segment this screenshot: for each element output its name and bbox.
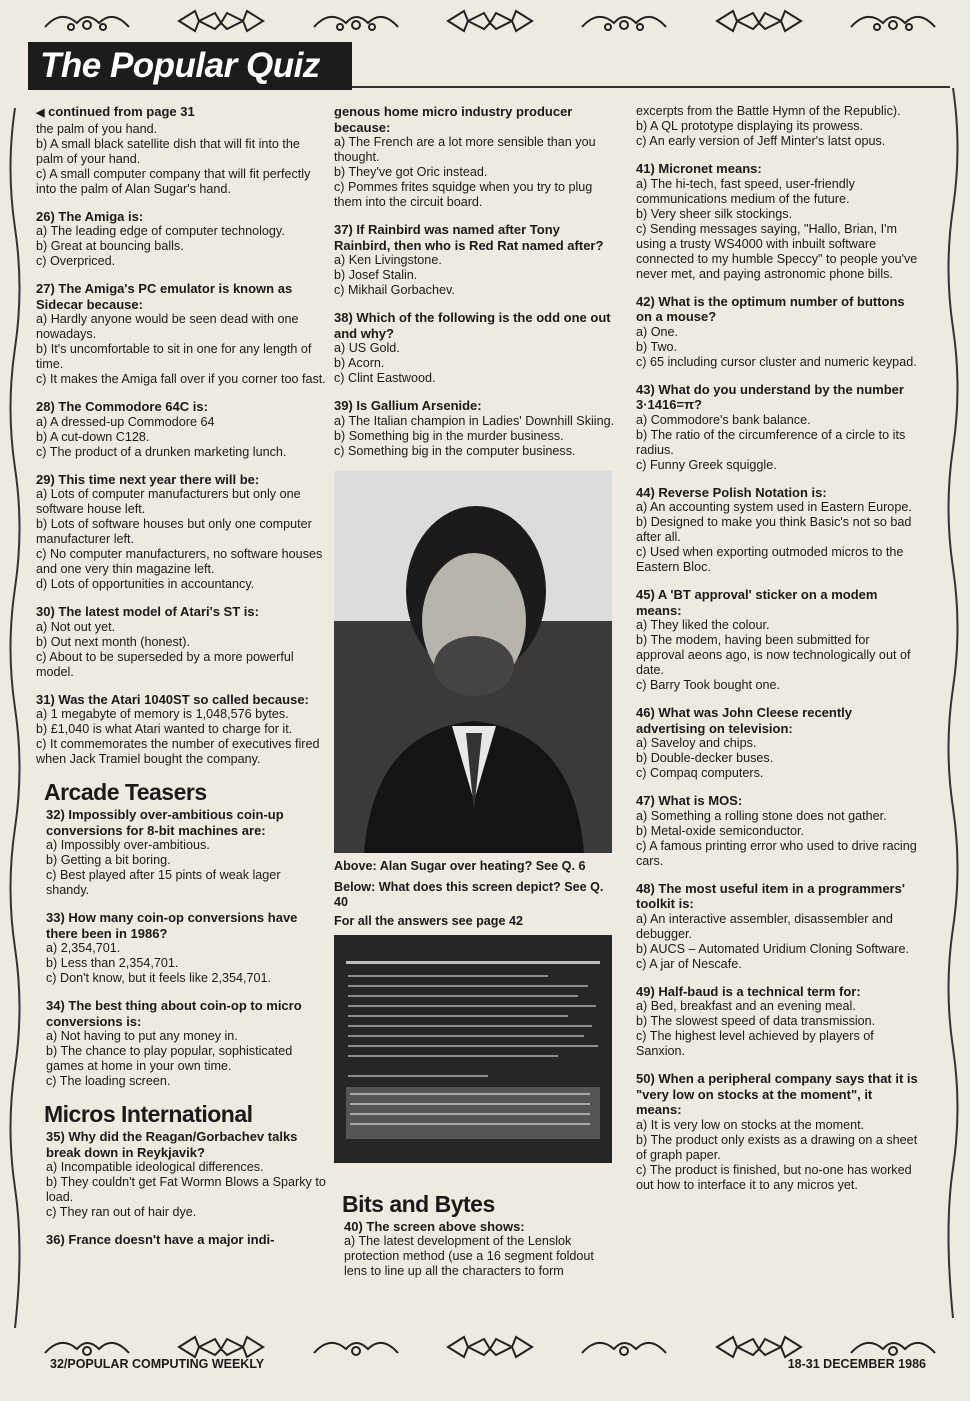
answer-option: b) A small black satellite dish that will fit into the palm of your hand. bbox=[36, 136, 300, 166]
answer-option: the palm of you hand. bbox=[36, 121, 158, 136]
question-text: 26) The Amiga is: bbox=[36, 208, 144, 224]
answer-option: b) It's uncomfortable to sit in one for any length of time. bbox=[36, 342, 312, 371]
continued-note: ◀ continued from page 31 bbox=[36, 104, 195, 119]
quiz-question bbox=[636, 294, 920, 370]
answer-option: a) An interactive assembler, disassembler and debugger. bbox=[636, 911, 893, 941]
answer-option: a) 2,354,701. bbox=[46, 941, 121, 955]
answer-option: a) Ken Livingstone. bbox=[334, 253, 442, 267]
answer-option: b) The modem, having been submitted for approval aeons ago, is now technologically out of date. bbox=[636, 633, 911, 677]
quiz-question bbox=[36, 122, 326, 197]
quiz-question bbox=[36, 472, 326, 593]
answer-option: c) 65 including cursor cluster and numeric keypad. bbox=[636, 354, 917, 369]
page-title-banner bbox=[28, 42, 352, 90]
answer-option: c) Overpriced. bbox=[36, 254, 116, 268]
portrait-image bbox=[334, 471, 612, 853]
answer-option: b) Very sheer silk stockings. bbox=[636, 206, 793, 221]
answer-option: c) Clint Eastwood. bbox=[334, 371, 436, 385]
question-text: 29) This time next year there will be: bbox=[36, 471, 260, 487]
quiz-question bbox=[636, 1071, 920, 1193]
section-heading-micros: Micros International bbox=[44, 1101, 253, 1127]
answer-option: a) Bed, breakfast and an evening meal. bbox=[636, 999, 856, 1013]
answer-option: d) Lots of opportunities in accountancy. bbox=[36, 577, 255, 591]
answer-option: a) US Gold. bbox=[334, 341, 400, 355]
question-text: 41) Micronet means: bbox=[636, 161, 762, 176]
answer-option: a) An accounting system used in Eastern Europe. bbox=[636, 500, 912, 514]
answer-option: a) The Italian champion in Ladies' Downhill Skiing. bbox=[334, 413, 615, 428]
answer-option: a) Impossibly over-ambitious. bbox=[46, 838, 210, 852]
answer-option: c) A jar of Nescafe. bbox=[636, 956, 742, 971]
question-text: 42) What is the optimum number of buttons on a mouse? bbox=[636, 293, 905, 324]
column-right bbox=[636, 104, 920, 1205]
answer-option: c) The highest level achieved by players of Sanxion. bbox=[636, 1029, 874, 1058]
answer-option: b) Lots of software houses but only one computer manufacturer left. bbox=[36, 517, 312, 546]
photo-alan-sugar bbox=[334, 471, 612, 853]
answer-option: c) It makes the Amiga fall over if you corner too fast. bbox=[36, 372, 326, 386]
answer-option: excerpts from the Battle Hymn of the Republic). bbox=[636, 104, 901, 118]
answer-option: c) The loading screen. bbox=[46, 1074, 171, 1088]
section-heading-arcade: Arcade Teasers bbox=[44, 779, 207, 805]
holly-ornament-icon bbox=[175, 7, 267, 35]
question-text: 39) Is Gallium Arsenide: bbox=[334, 398, 482, 413]
holly-ornament-icon bbox=[444, 1333, 536, 1361]
quiz-question bbox=[636, 705, 920, 781]
answer-option: c) No computer manufacturers, no software houses and one very thin magazine left. bbox=[36, 547, 323, 576]
quiz-question bbox=[636, 104, 920, 149]
quiz-question bbox=[636, 881, 920, 972]
answer-option: b) Great at bouncing balls. bbox=[36, 239, 184, 253]
answer-option: a) Hardly anyone would be seen dead with one nowadays. bbox=[36, 312, 299, 341]
answer-option: b) £1,040 is what Atari wanted to charge for it. bbox=[36, 722, 293, 736]
section-heading-bits: Bits and Bytes bbox=[342, 1190, 495, 1217]
answer-option: c) An early version of Jeff Minter's latst opus. bbox=[636, 134, 886, 148]
question-text: 32) Impossibly over-ambitious coin-up conversions for 8-bit machines are: bbox=[46, 807, 284, 838]
answer-option: a) A dressed-up Commodore 64 bbox=[36, 414, 215, 429]
quiz-question bbox=[36, 281, 326, 387]
quiz-question bbox=[36, 692, 326, 768]
answer-option: c) Sending messages saying, "Hallo, Brian, I'm using a trusty WS4000 with inbuilt software connected to my humble Speccy" to people you've never met, and paying astronomic phone bills. bbox=[636, 221, 918, 281]
answer-option: a) The French are a lot more sensible than you thought. bbox=[334, 135, 596, 164]
question-text: 28) The Commodore 64C is: bbox=[36, 399, 208, 414]
answer-option: a) Lots of computer manufacturers but only one software house left. bbox=[36, 487, 301, 516]
answer-option: b) The chance to play popular, sophisticated games at home in your own time. bbox=[46, 1044, 293, 1073]
quiz-question bbox=[334, 222, 616, 298]
answer-option: b) Out next month (honest). bbox=[36, 634, 190, 649]
question-text: 33) How many coin-op conversions have there been in 1986? bbox=[46, 910, 298, 941]
holly-ornament-icon bbox=[444, 7, 536, 35]
quiz-question bbox=[36, 399, 326, 460]
footer-right: 18-31 DECEMBER 1986 bbox=[787, 1357, 926, 1371]
answer-option: b) A QL prototype displaying its prowess. bbox=[636, 119, 864, 133]
question-text: 44) Reverse Polish Notation is: bbox=[636, 484, 827, 500]
answer-option: c) Pommes frites squidge when you try to plug them into the circuit board. bbox=[334, 180, 593, 209]
question-text: 27) The Amiga's PC emulator is known as Sidecar because: bbox=[36, 281, 293, 312]
ivy-border-left-icon bbox=[4, 108, 26, 1328]
answer-option: b) Less than 2,354,701. bbox=[46, 956, 179, 970]
question-text: 31) Was the Atari 1040ST so called because: bbox=[36, 691, 309, 707]
quiz-question bbox=[36, 604, 326, 680]
holly-ornament-icon bbox=[713, 7, 805, 35]
answer-option: c) Barry Took bought one. bbox=[636, 678, 780, 692]
quiz-question bbox=[334, 310, 616, 386]
answer-option: a) Not having to put any money in. bbox=[46, 1029, 238, 1043]
answer-option: a) Saveloy and chips. bbox=[636, 736, 757, 750]
screen-image bbox=[334, 935, 612, 1163]
quiz-question bbox=[46, 807, 326, 898]
answer-option: c) Used when exporting outmoded micros to the Eastern Bloc. bbox=[636, 545, 904, 574]
question-text: 30) The latest model of Atari's ST is: bbox=[36, 604, 259, 619]
column-left bbox=[36, 104, 326, 1260]
answer-option: a) The latest development of the Lenslok protection method (use a 16 segment foldout lens to line up all the characters to form bbox=[344, 1234, 594, 1278]
answer-option: a) Something a rolling stone does not gather. bbox=[636, 808, 887, 823]
answer-option: a) Incompatible ideological differences. bbox=[46, 1160, 264, 1174]
answer-option: c) Mikhail Gorbachev. bbox=[334, 283, 455, 297]
holly-ornament-icon bbox=[310, 7, 402, 35]
answer-option: b) Double-decker buses. bbox=[636, 751, 774, 765]
column-middle bbox=[334, 104, 616, 1291]
answer-option: b) AUCS – Automated Uridium Cloning Software. bbox=[636, 941, 909, 956]
caption-answers: For all the answers see page 42 bbox=[334, 913, 523, 928]
answer-option: c) A small computer company that will fit perfectly into the palm of Alan Sugar's hand. bbox=[36, 166, 311, 196]
answer-option: c) The product is finished, but no-one has worked out how to interface it to any micros yet. bbox=[636, 1162, 912, 1192]
answer-option: b) Acorn. bbox=[334, 356, 385, 370]
holly-ornament-icon bbox=[41, 7, 133, 35]
footer-left: 32/POPULAR COMPUTING WEEKLY bbox=[50, 1357, 265, 1371]
answer-option: c) Don't know, but it feels like 2,354,701. bbox=[46, 971, 272, 985]
answer-option: b) Metal-oxide semiconductor. bbox=[636, 823, 804, 838]
quiz-question bbox=[334, 398, 616, 459]
quiz-question bbox=[46, 998, 326, 1089]
answer-option: c) Funny Greek squiggle. bbox=[636, 457, 777, 472]
arrow-left-icon: ◀ bbox=[36, 107, 45, 119]
question-text: 45) A 'BT approval' sticker on a modem means: bbox=[636, 587, 878, 618]
answer-option: b) Something big in the murder business. bbox=[334, 428, 564, 443]
answer-option: b) The ratio of the circumference of a circle to its radius. bbox=[636, 427, 906, 457]
quiz-question bbox=[46, 1129, 326, 1220]
question-text: 34) The best thing about coin-op to micro conversions is: bbox=[46, 998, 302, 1029]
quiz-question bbox=[344, 1219, 616, 1280]
caption-above: Above: Alan Sugar over heating? See Q. 6 bbox=[334, 858, 586, 873]
question-text: 48) The most useful item in a programmers' toolkit is: bbox=[636, 880, 905, 911]
answer-option: a) Not out yet. bbox=[36, 619, 116, 634]
quiz-question bbox=[46, 1232, 326, 1248]
screen-text-garble-icon bbox=[334, 935, 612, 1163]
page-title: The Popular Quiz bbox=[40, 46, 320, 85]
question-text: 38) Which of the following is the odd one out and why? bbox=[334, 310, 611, 341]
answer-option: b) Two. bbox=[636, 339, 678, 354]
answer-option: c) About to be superseded by a more powerful model. bbox=[36, 649, 294, 679]
answer-option: b) Designed to make you think Basic's not so bad after all. bbox=[636, 515, 912, 544]
question-text: 49) Half-baud is a technical term for: bbox=[636, 983, 861, 999]
answer-option: c) Compaq computers. bbox=[636, 766, 764, 780]
question-text: 47) What is MOS: bbox=[636, 793, 743, 808]
answer-option: a) 1 megabyte of memory is 1,048,576 bytes. bbox=[36, 707, 289, 721]
answer-option: b) Getting a bit boring. bbox=[46, 853, 171, 867]
answer-option: b) The product only exists as a drawing on a sheet of graph paper. bbox=[636, 1132, 918, 1162]
quiz-question bbox=[636, 382, 920, 473]
question-text: 36) France doesn't have a major indi- bbox=[46, 1232, 275, 1247]
answer-option: a) The leading edge of computer technology. bbox=[36, 224, 285, 238]
answer-option: c) Best played after 15 pints of weak lager shandy. bbox=[46, 868, 281, 897]
holly-border-top bbox=[20, 4, 960, 38]
caption-below: Below: What does this screen depict? See Q. 40 bbox=[334, 879, 604, 909]
answer-option: b) A cut-down C128. bbox=[36, 429, 150, 444]
answer-option: c) A famous printing error who used to drive racing cars. bbox=[636, 838, 917, 868]
answer-option: b) They couldn't get Fat Wormn Blows a Sparky to load. bbox=[46, 1175, 326, 1204]
answer-option: c) The product of a drunken marketing lunch. bbox=[36, 444, 287, 459]
holly-ornament-icon bbox=[578, 7, 670, 35]
holly-ornament-icon bbox=[578, 1333, 670, 1361]
quiz-question bbox=[636, 587, 920, 693]
question-text: 50) When a peripheral company says that it is "very low on stocks at the moment", it means: bbox=[636, 1071, 918, 1117]
answer-option: c) Something big in the computer business. bbox=[334, 443, 576, 458]
answer-option: a) The hi-tech, fast speed, user-friendly communications medium of the future. bbox=[636, 176, 855, 206]
header-rule bbox=[352, 86, 950, 88]
quiz-question bbox=[636, 793, 920, 869]
holly-ornament-icon bbox=[310, 1333, 402, 1361]
question-text: 40) The screen above shows: bbox=[344, 1218, 525, 1234]
quiz-question bbox=[636, 161, 920, 282]
answer-option: b) They've got Oric instead. bbox=[334, 165, 488, 179]
quiz-question bbox=[334, 104, 616, 210]
answer-option: b) Josef Stalin. bbox=[334, 268, 418, 282]
quiz-question bbox=[636, 984, 920, 1060]
answer-option: c) They ran out of hair dye. bbox=[46, 1205, 197, 1219]
answer-option: b) The slowest speed of data transmission. bbox=[636, 1014, 876, 1028]
answer-option: a) Commodore's bank balance. bbox=[636, 412, 811, 427]
answer-option: c) It commemorates the number of executives fired when Jack Tramiel bought the company. bbox=[36, 737, 320, 766]
question-text: 35) Why did the Reagan/Gorbachev talks break down in Reykjavik? bbox=[46, 1129, 298, 1160]
question-text: 46) What was John Cleese recently advertising on television: bbox=[636, 705, 853, 736]
quiz-question bbox=[36, 209, 326, 270]
quiz-question bbox=[636, 485, 920, 576]
holly-ornament-icon bbox=[847, 7, 939, 35]
quiz-question bbox=[46, 910, 326, 986]
question-text: 37) If Rainbird was named after Tony Rainbird, then who is Red Rat named after? bbox=[334, 222, 604, 253]
answer-option: a) One. bbox=[636, 324, 678, 339]
question-text: genous home micro industry producer because: bbox=[334, 104, 573, 135]
question-text: 43) What do you understand by the number 3·1416=π? bbox=[636, 381, 904, 412]
ivy-border-right-icon bbox=[942, 88, 964, 1318]
answer-option: a) It is very low on stocks at the moment. bbox=[636, 1117, 865, 1132]
answer-option: a) They liked the colour. bbox=[636, 618, 770, 632]
